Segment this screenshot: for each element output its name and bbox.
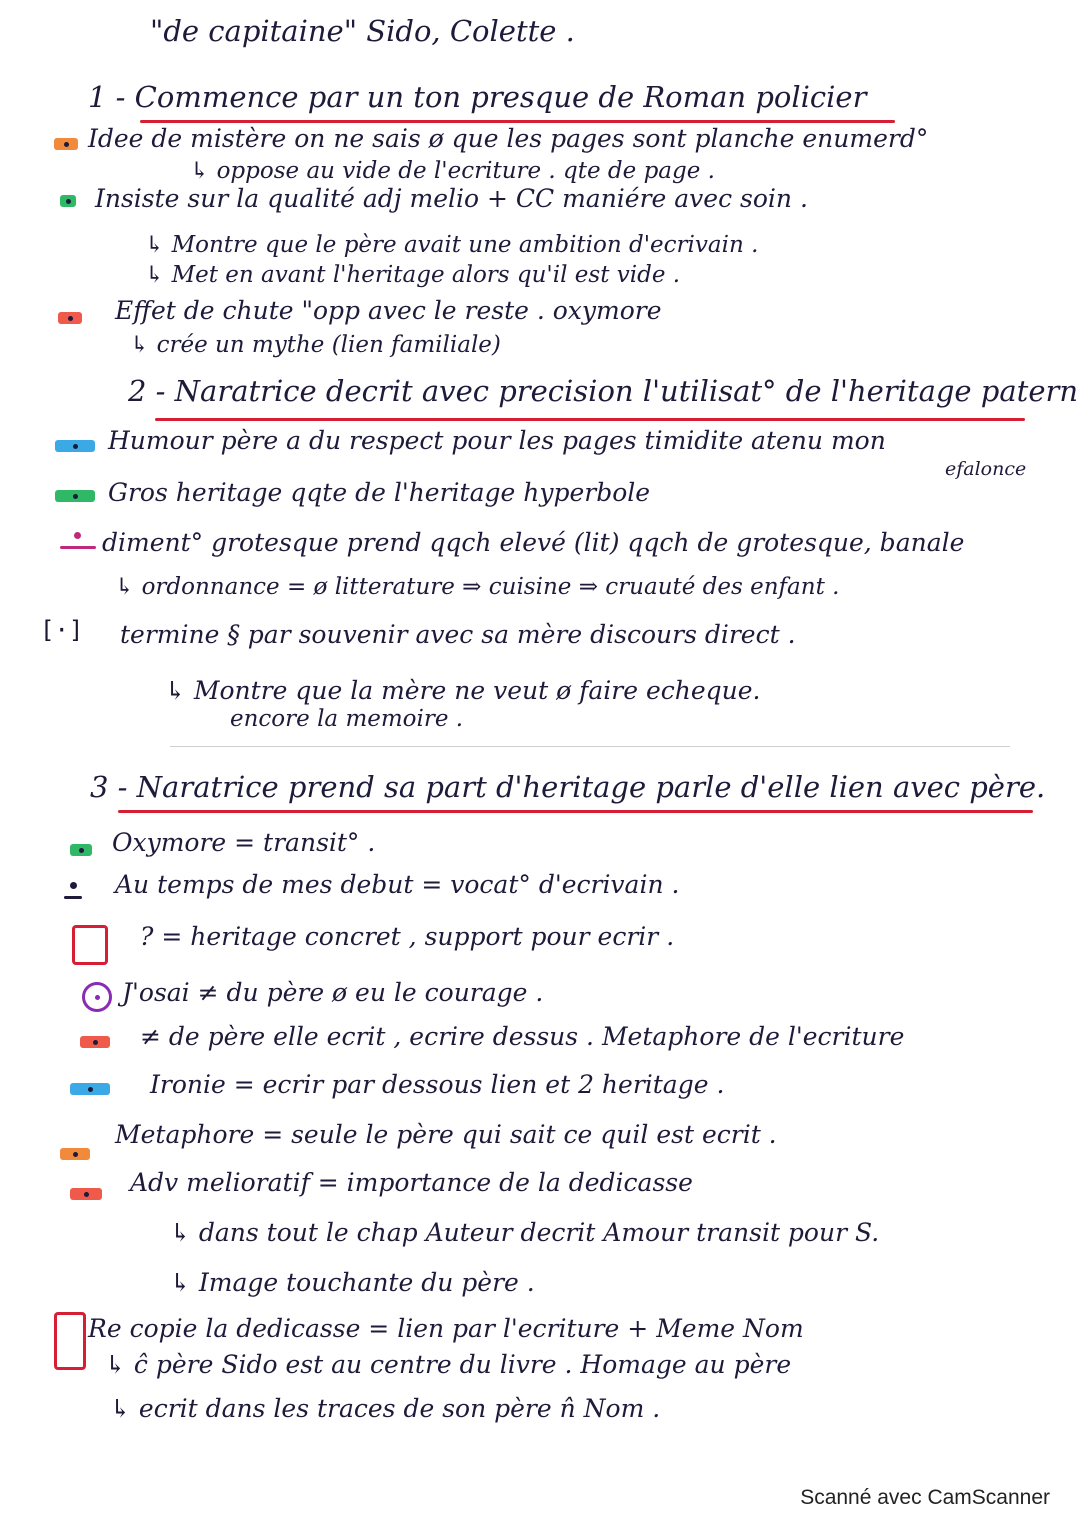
note-line: ↳ Montre que la mère ne veut ø faire echeque. bbox=[165, 676, 761, 705]
orange-bullet-icon bbox=[60, 1148, 90, 1160]
note-line: ↳ dans tout le chap Auteur decrit Amour transit pour S. bbox=[170, 1218, 880, 1247]
note-line: Idee de mistère on ne sais ø que les pages sont planche enumerd° bbox=[88, 124, 929, 153]
section-3-underline bbox=[118, 810, 1033, 813]
note-line: termine § par souvenir avec sa mère discours direct . bbox=[120, 620, 796, 649]
blue-bullet-icon bbox=[55, 440, 95, 452]
orange-bullet-icon bbox=[54, 138, 78, 150]
page-title: "de capitaine" Sido, Colette . bbox=[150, 14, 575, 48]
note-line: ? = heritage concret , support pour ecrir . bbox=[140, 922, 675, 951]
note-line: ≠ de père elle ecrit , ecrire dessus . Metaphore de l'ecriture bbox=[140, 1022, 905, 1051]
green-bullet-icon bbox=[55, 490, 95, 502]
note-line: Adv melioratif = importance de la dedicasse bbox=[130, 1168, 693, 1197]
divider bbox=[170, 746, 1010, 747]
green-bullet-icon bbox=[60, 195, 76, 207]
coral-bullet-icon bbox=[80, 1036, 110, 1048]
note-line: encore la memoire . bbox=[230, 706, 464, 732]
green-bullet-icon bbox=[70, 844, 92, 856]
note-line: ↳ Met en avant l'heritage alors qu'il est vide . bbox=[145, 262, 681, 288]
note-line: Insiste sur la qualité adj melio + CC maniére avec soin . bbox=[95, 184, 808, 213]
note-line: ↳ ecrit dans les traces de son père n̂ Nom . bbox=[110, 1394, 661, 1423]
dash-icon bbox=[64, 896, 82, 899]
note-line: Metaphore = seule le père qui sait ce quil est ecrit . bbox=[115, 1120, 777, 1149]
note-line: diment° grotesque prend qqch elevé (lit) qqch de grotesque, banale bbox=[102, 528, 965, 557]
section-2-heading: 2 - Naratrice decrit avec precision l'utilisat° de l'heritage patern bbox=[128, 374, 1079, 408]
section-1-underline bbox=[140, 120, 895, 123]
note-line: Au temps de mes debut = vocat° d'ecrivain . bbox=[115, 870, 680, 899]
note-line: Re copie la dedicasse = lien par l'ecriture + Meme Nom bbox=[88, 1314, 804, 1343]
red-bracket-icon bbox=[54, 1312, 86, 1370]
bracket-dot-icon: [·] bbox=[40, 616, 84, 644]
note-line: ↳ crée un mythe (lien familiale) bbox=[130, 332, 501, 358]
note-line: ↳ ĉ père Sido est au centre du livre . Homage au père bbox=[105, 1350, 792, 1379]
note-line: Humour père a du respect pour les pages timidite atenu mon bbox=[108, 426, 886, 455]
red-bracket-icon bbox=[72, 925, 108, 965]
note-line: efalonce bbox=[945, 458, 1027, 480]
pink-dot-icon bbox=[74, 532, 81, 539]
note-line: Gros heritage qqte de l'heritage hyperbole bbox=[108, 478, 651, 507]
section-1-heading: 1 - Commence par un ton presque de Roman policier bbox=[88, 80, 867, 114]
coral-bullet-icon bbox=[58, 312, 82, 324]
note-line: Effet de chute "opp avec le reste . oxymore bbox=[115, 296, 662, 325]
blue-bullet-icon bbox=[70, 1083, 110, 1095]
pink-dash-icon bbox=[60, 546, 96, 549]
black-dot-icon bbox=[70, 882, 77, 889]
note-line: ↳ oppose au vide de l'ecriture . qte de page . bbox=[190, 158, 715, 184]
purple-circle-icon bbox=[82, 982, 112, 1012]
scanner-watermark: Scanné avec CamScanner bbox=[800, 1486, 1050, 1509]
note-line: Oxymore = transit° . bbox=[112, 828, 376, 857]
note-line: J'osai ≠ du père ø eu le courage . bbox=[122, 978, 544, 1007]
note-line: ↳ Montre que le père avait une ambition d'ecrivain . bbox=[145, 232, 759, 258]
coral-bullet-icon bbox=[70, 1188, 102, 1200]
section-3-heading: 3 - Naratrice prend sa part d'heritage parle d'elle lien avec père. bbox=[90, 770, 1046, 804]
note-line: Ironie = ecrir par dessous lien et 2 heritage . bbox=[150, 1070, 725, 1099]
section-2-underline bbox=[155, 418, 1025, 421]
note-line: ↳ Image touchante du père . bbox=[170, 1268, 535, 1297]
note-line: ↳ ordonnance = ø litterature ⇒ cuisine ⇒ cruauté des enfant . bbox=[115, 574, 840, 600]
